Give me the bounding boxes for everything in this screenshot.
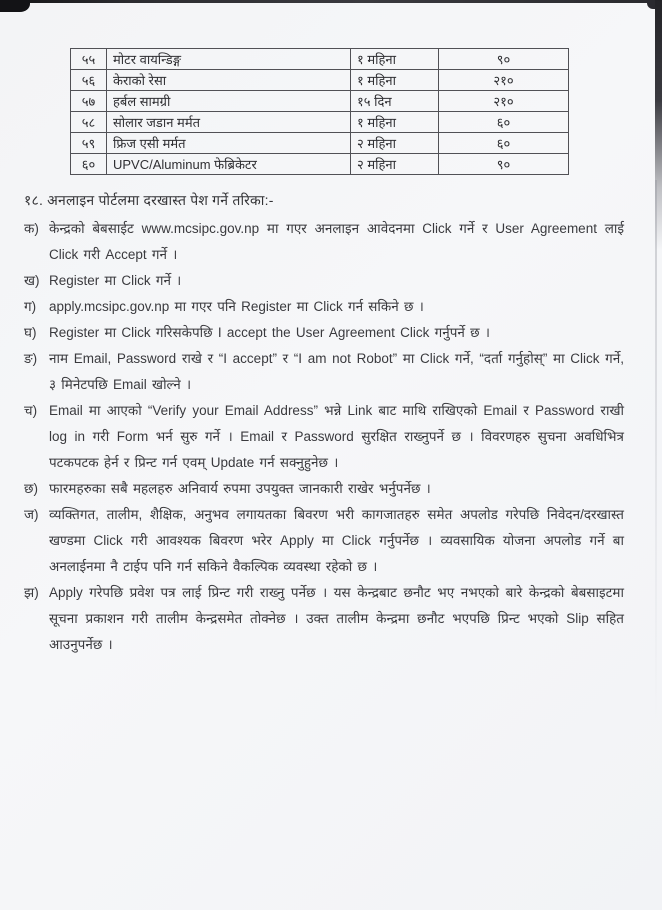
list-item-marker: झ)	[24, 585, 39, 600]
list-item	[24, 268, 624, 294]
list-item-marker: ख)	[24, 273, 40, 288]
cell-count: ९०	[439, 49, 569, 70]
list-item-marker: क)	[24, 221, 39, 236]
cell-serial-number: ५८	[71, 112, 107, 133]
training-courses-table	[70, 48, 569, 175]
cell-course-name: मोटर वायन्डिङ्ग	[107, 49, 351, 70]
cell-serial-number: ५७	[71, 91, 107, 112]
table-row	[71, 154, 569, 175]
list-item-text: फारमहरुका सबै महलहरु अनिवार्य रुपमा उपयुक्त जानकारी राखेर भर्नुपर्नेछ ।	[49, 481, 431, 496]
list-item	[24, 398, 624, 476]
section-heading: १८. अनलाइन पोर्टलमा दरखास्त पेश गर्ने तरिका:-	[24, 192, 274, 208]
cell-duration: २ महिना	[351, 154, 439, 175]
list-item-text: Email मा आएको “Verify your Email Address” भन्ने Link बाट माथि राखिएको Email र Password राखी log in गरी Form भर्न सुरु गर्ने । Email र Password सुरक्षित राख्नुपर्ने छ । विवरणहरु सुचना अवधिभित्र पटकपटक हेर्न र प्रिन्ट गर्न एवम् Update गर्न सक्नुहुनेछ ।	[49, 403, 624, 470]
table-row	[71, 133, 569, 154]
list-item-marker: ज)	[24, 507, 39, 522]
list-item-marker: छ)	[24, 481, 38, 496]
scan-edge-top-line	[0, 0, 662, 3]
cell-serial-number: ५९	[71, 133, 107, 154]
cell-course-name: सोलार जडान मर्मत	[107, 112, 351, 133]
list-item	[24, 476, 624, 502]
cell-serial-number: ६०	[71, 154, 107, 175]
cell-course-name: हर्बल सामग्री	[107, 91, 351, 112]
list-item-text: केन्द्रको बेबसाईट www.mcsipc.gov.np मा गएर अनलाइन आवेदनमा Click गर्ने र User Agreement लाई Click गरी Accept गर्ने ।	[49, 221, 624, 262]
scan-corner-top-left	[0, 0, 30, 12]
instruction-list	[24, 216, 624, 658]
cell-course-name: फ्रिज एसी मर्मत	[107, 133, 351, 154]
cell-duration: १ महिना	[351, 70, 439, 91]
cell-duration: १५ दिन	[351, 91, 439, 112]
list-item	[24, 294, 624, 320]
cell-course-name: केराको रेसा	[107, 70, 351, 91]
list-item-text: नाम Email, Password राखे र “I accept” र “I am not Robot” मा Click गर्ने, “दर्ता गर्नुहोस्” मा Click गर्ने, ३ मिनेटपछि Email खोल्ने ।	[49, 351, 624, 392]
cell-course-name: UPVC/Aluminum फेब्रिकेटर	[107, 154, 351, 175]
list-item	[24, 320, 624, 346]
table-row	[71, 91, 569, 112]
list-item-text: व्यक्तिगत, तालीम, शैक्षिक, अनुभव लगायतका बिवरण भरी कागजातहरु समेत अपलोड गरेपछि निवेदन/दरखास्त खण्डमा Click गरी आवश्यक बिवरण भरेर Apply मा Click गर्नुपर्नेछ । व्यवसायिक योजना अपलोड गर्ने बा अनलाईनमा नै टाईप पनि गर्न सकिने वैकल्पिक व्यवस्था रहेको छ ।	[49, 507, 624, 574]
cell-count: २१०	[439, 70, 569, 91]
cell-count: ६०	[439, 133, 569, 154]
cell-count: ९०	[439, 154, 569, 175]
table-row	[71, 112, 569, 133]
list-item	[24, 502, 624, 580]
list-item	[24, 216, 624, 268]
list-item-text: apply.mcsipc.gov.np मा गएर पनि Register मा Click गर्न सकिने छ ।	[49, 299, 424, 314]
scan-edge-right-faint-line	[655, 180, 657, 720]
cell-duration: १ महिना	[351, 49, 439, 70]
list-item	[24, 346, 624, 398]
cell-duration: २ महिना	[351, 133, 439, 154]
cell-serial-number: ५५	[71, 49, 107, 70]
list-item-text: Register मा Click गर्ने ।	[49, 273, 182, 288]
cell-count: ६०	[439, 112, 569, 133]
cell-count: २१०	[439, 91, 569, 112]
list-item	[24, 580, 624, 658]
list-item-marker: ङ)	[24, 351, 38, 366]
list-item-marker: ग)	[24, 299, 37, 314]
list-item-text: Register मा Click गरिसकेपछि I accept the User Agreement Click गर्नुपर्ने छ ।	[49, 325, 491, 340]
cell-duration: १ महिना	[351, 112, 439, 133]
table-row	[71, 49, 569, 70]
list-item-marker: च)	[24, 403, 38, 418]
list-item-text: Apply गरेपछि प्रवेश पत्र लाई प्रिन्ट गरी राख्नु पर्नेछ । यस केन्द्रबाट छनौट भए नभएको बारे केन्द्रको बेबसाइटमा सूचना प्रकाशन गरी तालीम केन्द्रसमेत तोक्नेछ । उक्त तालीम केन्द्रमा छनौट भएपछि प्रिन्ट भएको Slip सहित आउनुपर्नेछ ।	[49, 585, 624, 652]
table-row	[71, 70, 569, 91]
cell-serial-number: ५६	[71, 70, 107, 91]
list-item-marker: घ)	[24, 325, 37, 340]
